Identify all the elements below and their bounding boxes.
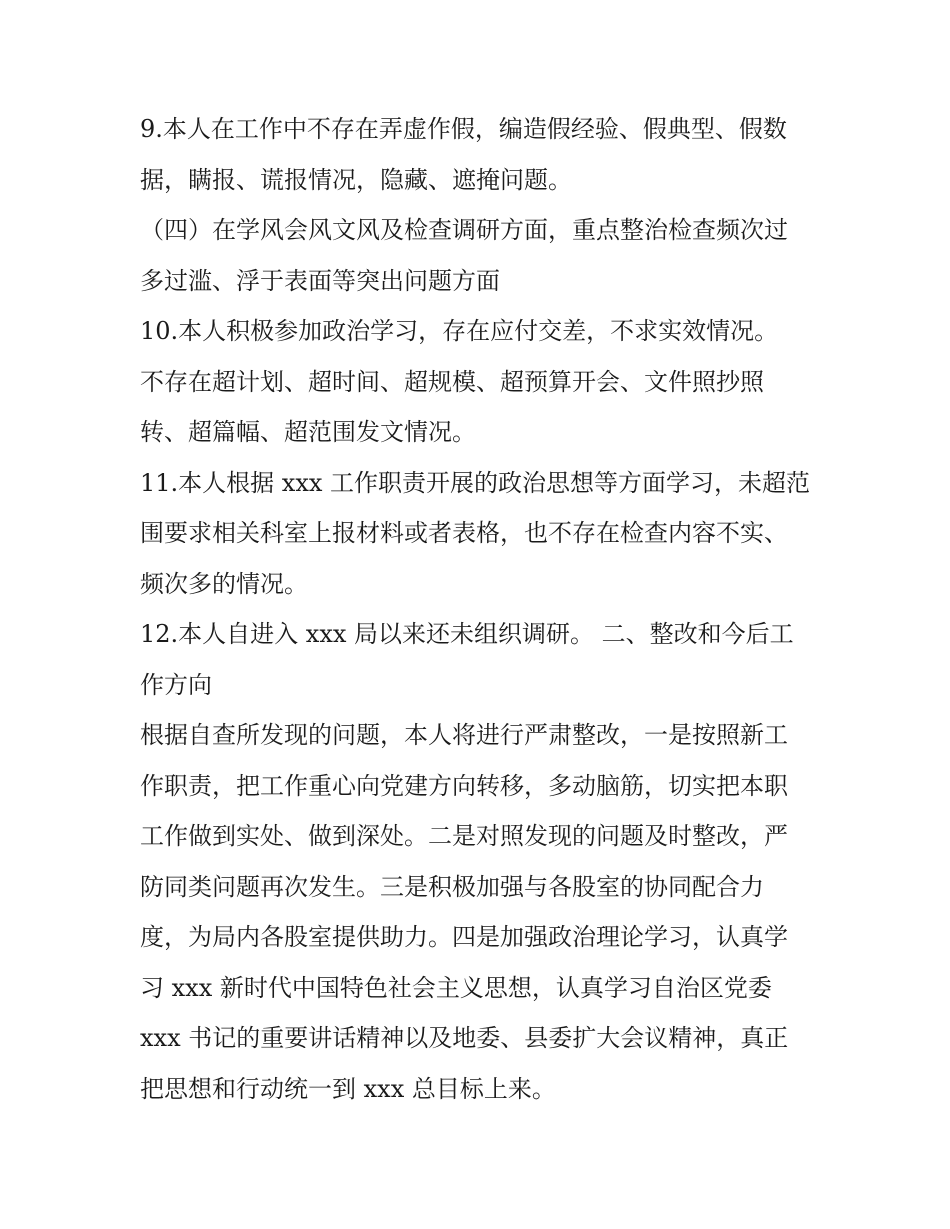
text-line: 习 xxx 新时代中国特色社会主义思想，认真学习自治区党委	[140, 974, 772, 1002]
text-line: 据，瞒报、谎报情况，隐藏、遮掩问题。	[140, 166, 572, 194]
text-line: 10.本人积极参加政治学习，存在应付交差，不求实效情况。	[140, 317, 779, 345]
text-line: 防同类问题再次发生。三是积极加强与各股室的协同配合力	[140, 873, 764, 901]
text-line: 把思想和行动统一到 xxx 总目标上来。	[140, 1075, 556, 1103]
text-line: 12.本人自进入 xxx 局以来还未组织调研。 二、整改和今后工	[140, 620, 794, 648]
text-line: 度，为局内各股室提供助力。四是加强政治理论学习，认真学	[140, 923, 788, 951]
text-line: 作方向	[140, 671, 212, 699]
text-line: 频次多的情况。	[140, 570, 308, 598]
section-heading: （四）在学风会风文风及检查调研方面，重点整治检查频次过	[140, 216, 788, 244]
text-line: 根据自查所发现的问题，本人将进行严肃整改，一是按照新工	[140, 721, 788, 749]
text-line: 不存在超计划、超时间、超规模、超预算开会、文件照抄照	[140, 368, 764, 396]
text-line: 工作做到实处、做到深处。二是对照发现的问题及时整改，严	[140, 822, 788, 850]
section-heading: 多过滥、浮于表面等突出问题方面	[140, 267, 500, 295]
text-line: xxx 书记的重要讲话精神以及地委、县委扩大会议精神，真正	[140, 1024, 789, 1052]
text-line: 作职责，把工作重心向党建方向转移，多动脑筋，切实把本职	[140, 772, 788, 800]
text-line: 9.本人在工作中不存在弄虚作假，编造假经验、假典型、假数	[140, 115, 787, 143]
text-line: 转、超篇幅、超范围发文情况。	[140, 418, 476, 446]
text-line: 11.本人根据 xxx 工作职责开展的政治思想等方面学习，未超范	[140, 469, 811, 497]
text-line: 围要求相关科室上报材料或者表格，也不存在检查内容不实、	[140, 519, 788, 547]
